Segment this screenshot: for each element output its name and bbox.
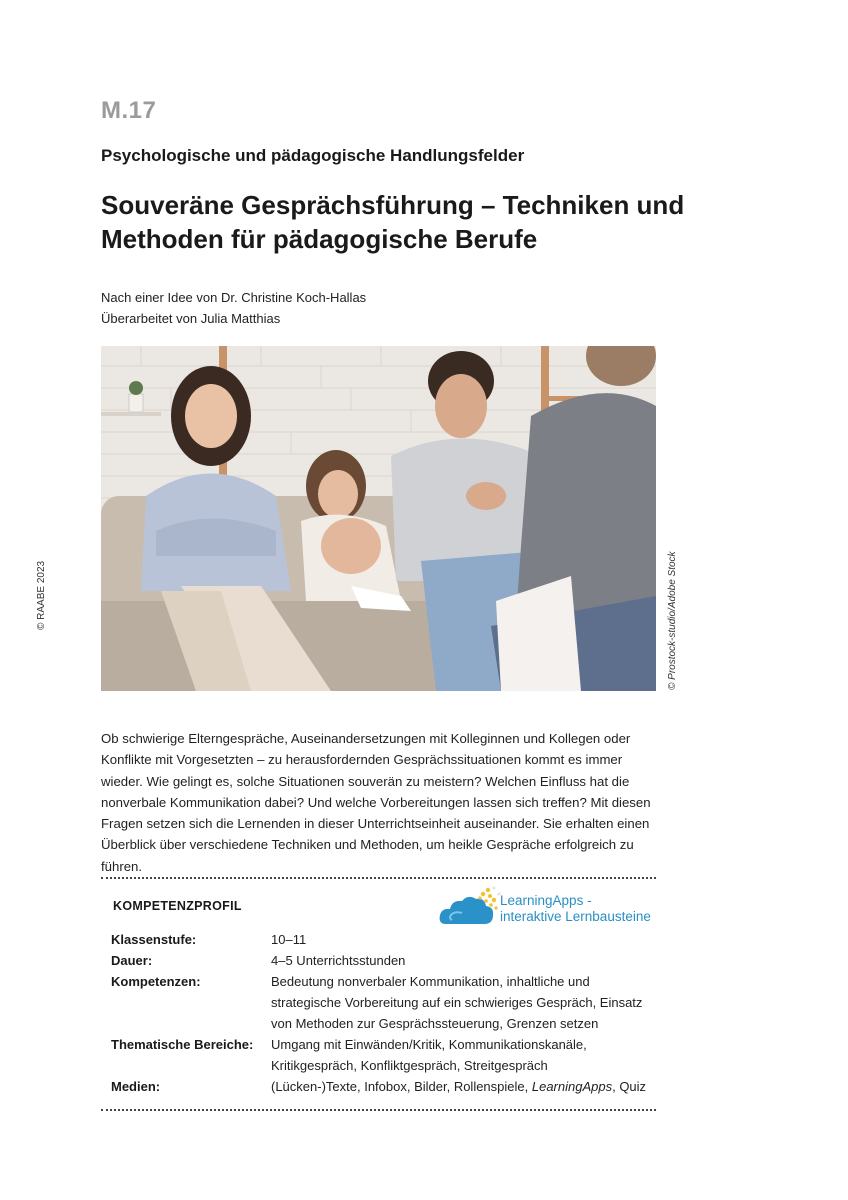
row-value bbox=[271, 1076, 651, 1097]
authors bbox=[101, 287, 366, 329]
author-line-2: Überarbeitet von Julia Matthias bbox=[101, 311, 281, 326]
family-counseling-illustration bbox=[101, 346, 656, 691]
medien-italic: LearningApps bbox=[531, 1079, 613, 1094]
row-kompetenzen bbox=[111, 971, 651, 1034]
material-code: M.17 bbox=[101, 97, 157, 124]
kompetenzprofil-heading: KOMPETENZPROFIL bbox=[113, 899, 242, 913]
medien-prefix: (Lücken-)Texte, Infobox, Bilder, Rollenspiele, bbox=[271, 1079, 532, 1094]
row-thematische-bereiche bbox=[111, 1034, 651, 1076]
row-label: Dauer: bbox=[111, 953, 153, 968]
row-dauer bbox=[111, 950, 651, 971]
row-label: Kompetenzen: bbox=[111, 974, 201, 989]
row-klassenstufe bbox=[111, 929, 651, 950]
row-value: Bedeutung nonverbaler Kommunikation, inhaltliche und strategische Vorbereitung auf ein schwieriges Gespräch, Einsatz von Methoden zur Gesprächssteuerung, Grenzen setzen bbox=[271, 974, 643, 1031]
row-medien bbox=[111, 1076, 651, 1097]
page-title bbox=[101, 188, 701, 256]
medien-suffix: , Quiz bbox=[612, 1079, 647, 1094]
kompetenzprofil-table bbox=[111, 929, 651, 1097]
row-value: Umgang mit Einwänden/Kritik, Kommunikationskanäle, Kritikgespräch, Konfliktgespräch, Streitgespräch bbox=[271, 1037, 587, 1073]
logo-line-1: LearningApps - bbox=[500, 893, 592, 908]
row-value: 10–11 bbox=[271, 932, 307, 947]
title-line-2: Methoden für pädagogische Berufe bbox=[101, 224, 538, 254]
title-line-1: Souveräne Gesprächsführung – Techniken und bbox=[101, 190, 685, 220]
row-value: 4–5 Unterrichtsstunden bbox=[271, 953, 406, 968]
intro-paragraph: Ob schwierige Elterngespräche, Auseinandersetzungen mit Kolleginnen und Kollegen oder Konflikte mit Vorgesetzten – zu herausfordernden Gesprächssituationen kommt es immer wieder. Wie gelingt es, solche Situationen souverän zu meistern? Welchen Einfluss hat die nonverbale Kommunikation dabei? Und welche Vorbereitungen lassen sich treffen? Mit diesen Fragen setzen sich die Lernenden in dieser Unterrichtseinheit auseinander. Sie erhalten einen Überblick über verschiedene Techniken und Methoden, um heikle Gespräche erfolgreich zu führen. bbox=[101, 731, 651, 874]
divider-top bbox=[101, 877, 656, 879]
logo-line-2: interaktive Lernbausteine bbox=[500, 909, 651, 924]
author-line-1: Nach einer Idee von Dr. Christine Koch-Hallas bbox=[101, 290, 367, 305]
side-copyright: © RAABE 2023 bbox=[36, 560, 47, 630]
row-label: Thematische Bereiche: bbox=[111, 1037, 254, 1052]
cover-photo bbox=[101, 346, 656, 691]
divider-bottom bbox=[101, 1109, 656, 1111]
learningapps-logo-text bbox=[500, 893, 651, 925]
subject-heading: Psychologische und pädagogische Handlungsfelder bbox=[101, 146, 525, 165]
photo-credit: © Prostock-studio/Adobe Stock bbox=[667, 551, 678, 690]
row-label: Klassenstufe: bbox=[111, 932, 197, 947]
row-label: Medien: bbox=[111, 1079, 161, 1094]
